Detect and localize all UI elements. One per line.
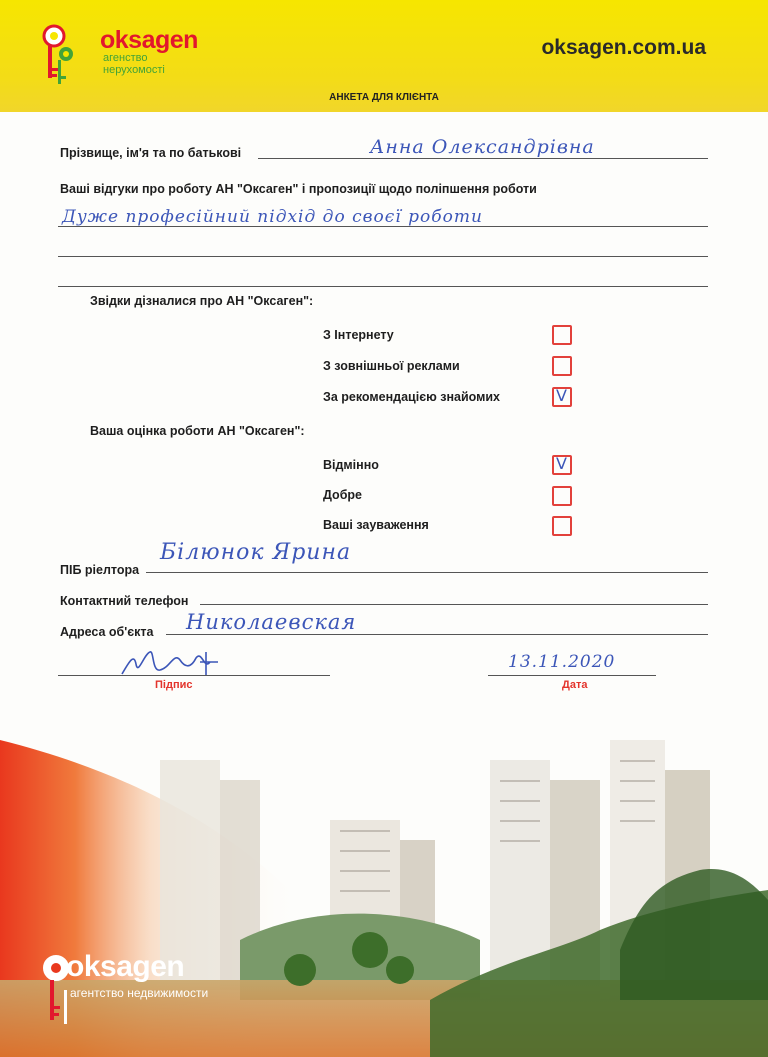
name-label: Прізвище, ім'я та по батькові <box>60 146 242 160</box>
footer-brand-name: oksagen <box>66 950 185 983</box>
realtor-line <box>146 572 708 573</box>
rating-remarks-checkbox[interactable] <box>552 516 572 536</box>
source-internet-checkbox[interactable] <box>552 325 572 345</box>
address-value: Николаевская <box>186 610 357 634</box>
header-banner <box>0 0 768 112</box>
brand-name: oksagen <box>100 26 198 54</box>
rating-option-remarks: Ваші зауваження <box>323 518 429 532</box>
phone-label: Контактний телефон <box>60 594 189 608</box>
name-line <box>258 158 708 159</box>
rating-option-excellent: Відмінно <box>323 458 379 472</box>
rating-excellent-checkbox[interactable] <box>552 455 572 475</box>
date-value: 13.11.2020 <box>508 652 616 672</box>
realtor-label: ПІБ ріелтора <box>60 563 140 577</box>
feedback-label: Ваші відгуки про роботу АН "Оксаген" і пропозиції щодо поліпшення роботи <box>60 182 537 196</box>
phone-line <box>200 604 708 605</box>
logo <box>40 22 200 92</box>
date-line <box>488 675 656 676</box>
feedback-line-3 <box>58 286 708 287</box>
source-recommendation-checkbox[interactable] <box>552 387 572 407</box>
source-ads-checkbox[interactable] <box>552 356 572 376</box>
footer-logo <box>40 950 260 1030</box>
rating-label: Ваша оцінка роботи АН "Оксаген": <box>90 424 305 438</box>
brand-subtitle: агенство нерухомості <box>103 52 165 76</box>
source-option-internet: З Інтернету <box>323 328 394 342</box>
form-title: АНКЕТА ДЛЯ КЛІЄНТА <box>329 92 439 103</box>
source-option-ads: З зовнішньої реклами <box>323 359 460 373</box>
date-label: Дата <box>562 679 588 691</box>
address-line <box>166 634 708 635</box>
feedback-line-2 <box>58 256 708 257</box>
name-value: Анна Олександрівна <box>370 136 595 158</box>
rating-option-good: Добре <box>323 488 363 502</box>
check-mark: V <box>556 386 567 405</box>
signature-line <box>58 675 330 676</box>
check-mark: V <box>556 454 567 473</box>
feedback-line-1 <box>58 226 708 227</box>
feedback-value: Дуже професійний підхід до своєї роботи <box>62 207 483 227</box>
footer-brand-subtitle: агентство недвижимости <box>70 986 209 1000</box>
rating-good-checkbox[interactable] <box>552 486 572 506</box>
source-label: Звідки дізналися про АН "Оксаген": <box>90 294 314 308</box>
signature-label: Підпис <box>155 679 193 691</box>
source-option-recommendation: За рекомендацією знайомих <box>323 390 501 404</box>
address-label: Адреса об'єкта <box>60 625 154 639</box>
realtor-value: Білюнок Ярина <box>160 540 352 565</box>
website-url: oksagen.com.ua <box>541 36 706 59</box>
